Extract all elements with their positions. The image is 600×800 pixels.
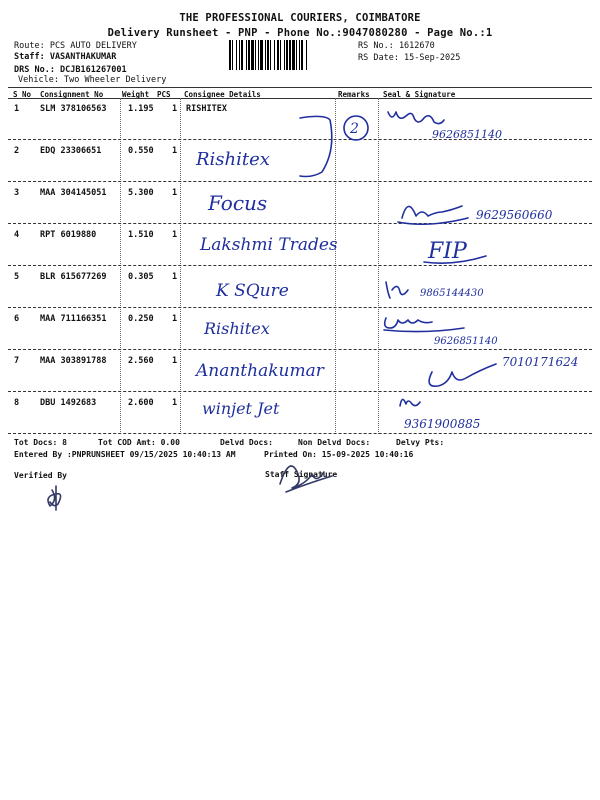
barcode-bar (229, 40, 231, 70)
row-consignment: MAA 303891788 (40, 356, 107, 366)
company-title: THE PROFESSIONAL COURIERS, COIMBATORE (179, 12, 421, 24)
row-rule (8, 307, 592, 308)
hw-name-7: Ananthakumar (196, 361, 324, 381)
runsheet-subtitle: Delivery Runsheet - PNP - Phone No.:9047080280 - Page No.:1 (107, 27, 493, 39)
hw-name-6: Rishitex (204, 319, 270, 338)
row-pcs: 1 (172, 104, 178, 114)
row-consignment: RPT 6019880 (40, 230, 97, 240)
col-divider (335, 98, 336, 434)
barcode-bar (306, 40, 307, 70)
row-weight: 1.510 (128, 230, 154, 240)
barcode-bar (239, 40, 240, 70)
row-consignment: DBU 1492683 (40, 398, 97, 408)
barcode-bar (265, 40, 266, 70)
circled-marker-number: 2 (350, 121, 359, 137)
row-sno: 3 (14, 188, 20, 198)
row-weight: 0.305 (128, 272, 154, 282)
verified-signature-mark (48, 486, 61, 510)
barcode-bar (236, 40, 237, 70)
hw-seal-3: 9629560660 (476, 208, 553, 222)
row-weight: 0.250 (128, 314, 154, 324)
bracket-mark (300, 116, 332, 176)
barcode-bar (258, 40, 259, 70)
row-weight: 2.600 (128, 398, 154, 408)
row-sno: 5 (14, 272, 20, 282)
hw-name-3: Focus (208, 191, 268, 215)
row-consignee: RISHITEX (186, 104, 227, 114)
barcode-bar (296, 40, 297, 70)
rs-date: RS Date: 15-Sep-2025 (358, 53, 461, 63)
hw-seal-1: 9626851140 (432, 128, 502, 141)
entered-by: Entered By :PNPRUNSHEET 09/15/2025 10:40:13 AM (14, 450, 236, 459)
row-rule (8, 349, 592, 350)
col-divider (180, 98, 181, 434)
col-remarks: Remarks (338, 90, 370, 99)
col-sno: S No (13, 90, 32, 99)
barcode (229, 40, 353, 70)
barcode-bar (301, 40, 303, 70)
hw-seal-5: 9865144430 (420, 288, 484, 299)
row-sno: 1 (14, 104, 20, 114)
hw-name-5: K SQure (216, 281, 289, 301)
delvy-pts: Delvy Pts: (396, 438, 445, 447)
vehicle-label: Vehicle: Two Wheeler Delivery (18, 75, 167, 85)
barcode-bar (267, 40, 269, 70)
barcode-bar (260, 40, 263, 70)
barcode-bar (270, 40, 271, 70)
hw-seal-7: 7010171624 (502, 355, 579, 369)
row-consignment: BLR 615677269 (40, 272, 107, 282)
printed-on: Printed On: 15-09-2025 10:40:16 (264, 450, 414, 459)
row-sno: 6 (14, 314, 20, 324)
barcode-bar (299, 40, 300, 70)
signature-5 (386, 282, 408, 298)
barcode-bar (251, 40, 254, 70)
row-rule (8, 265, 592, 266)
hw-seal-6: 9626851140 (434, 336, 498, 347)
seal-scribble (388, 112, 444, 124)
tot-cod-amt: Tot COD Amt: 0.00 (98, 438, 180, 447)
signature-6 (384, 318, 464, 332)
staff-signature-label: Staff Signature (265, 470, 338, 479)
barcode-bar (292, 40, 295, 70)
col-weight: Weight (122, 90, 150, 99)
route-label: Route: PCS AUTO DELIVERY (14, 41, 137, 51)
row-rule (8, 181, 592, 182)
col-consignment: Consignment No (40, 90, 104, 99)
hw-name-2: Rishitex (196, 149, 270, 170)
circled-marker (344, 116, 368, 140)
row-pcs: 1 (172, 272, 178, 282)
barcode-bar (284, 40, 285, 70)
barcode-bar (255, 40, 256, 70)
col-divider (378, 98, 379, 434)
row-pcs: 1 (172, 398, 178, 408)
hw-seal-4: FIP (428, 239, 467, 264)
barcode-bar (246, 40, 247, 70)
col-consignee: Consignee Details (184, 90, 261, 99)
barcode-bar (232, 40, 233, 70)
table-top-rule (8, 87, 592, 88)
col-seal-signature: Seal & Signature (383, 90, 456, 99)
row-sno: 2 (14, 146, 20, 156)
row-pcs: 1 (172, 314, 178, 324)
row-weight: 5.300 (128, 188, 154, 198)
barcode-bar (286, 40, 288, 70)
verified-by: Verified By (14, 471, 67, 480)
seal-underline-4 (424, 256, 486, 263)
row-pcs: 1 (172, 146, 178, 156)
row-pcs: 1 (172, 188, 178, 198)
hw-name-8: winjet Jet (202, 399, 280, 418)
drs-number: DRS No.: DCJB161267001 (14, 65, 127, 75)
row-weight: 0.550 (128, 146, 154, 156)
row-pcs: 1 (172, 230, 178, 240)
tot-docs: Tot Docs: 8 (14, 438, 67, 447)
signature-7 (429, 364, 496, 386)
row-sno: 7 (14, 356, 20, 366)
signature-3 (398, 206, 468, 224)
row-sno: 4 (14, 230, 20, 240)
rs-number: RS No.: 1612670 (358, 41, 435, 51)
row-weight: 1.195 (128, 104, 154, 114)
col-divider (120, 98, 121, 434)
barcode-bar (274, 40, 275, 70)
table-header-rule (8, 98, 592, 99)
barcode-bar (280, 40, 281, 70)
non-delvd-docs: Non Delvd Docs: (298, 438, 371, 447)
table-bottom-rule (8, 433, 592, 434)
barcode-bar (248, 40, 250, 70)
row-pcs: 1 (172, 356, 178, 366)
row-weight: 2.560 (128, 356, 154, 366)
row-consignment: MAA 304145051 (40, 188, 107, 198)
delvd-docs: Delvd Docs: (220, 438, 273, 447)
row-rule (8, 223, 592, 224)
row-consignment: MAA 711166351 (40, 314, 107, 324)
barcode-bar (277, 40, 279, 70)
staff-label: Staff: VASANTHAKUMAR (14, 52, 117, 62)
signature-8 (400, 399, 420, 406)
row-rule (8, 139, 592, 140)
row-consignment: SLM 378106563 (40, 104, 107, 114)
barcode-bar (289, 40, 291, 70)
col-pcs: PCS (157, 90, 171, 99)
row-consignment: EDQ 23306651 (40, 146, 102, 156)
barcode-bar (241, 40, 243, 70)
row-sno: 8 (14, 398, 20, 408)
hw-name-4: Lakshmi Trades (200, 235, 338, 255)
hw-seal-8: 9361900885 (404, 417, 481, 431)
row-rule (8, 391, 592, 392)
